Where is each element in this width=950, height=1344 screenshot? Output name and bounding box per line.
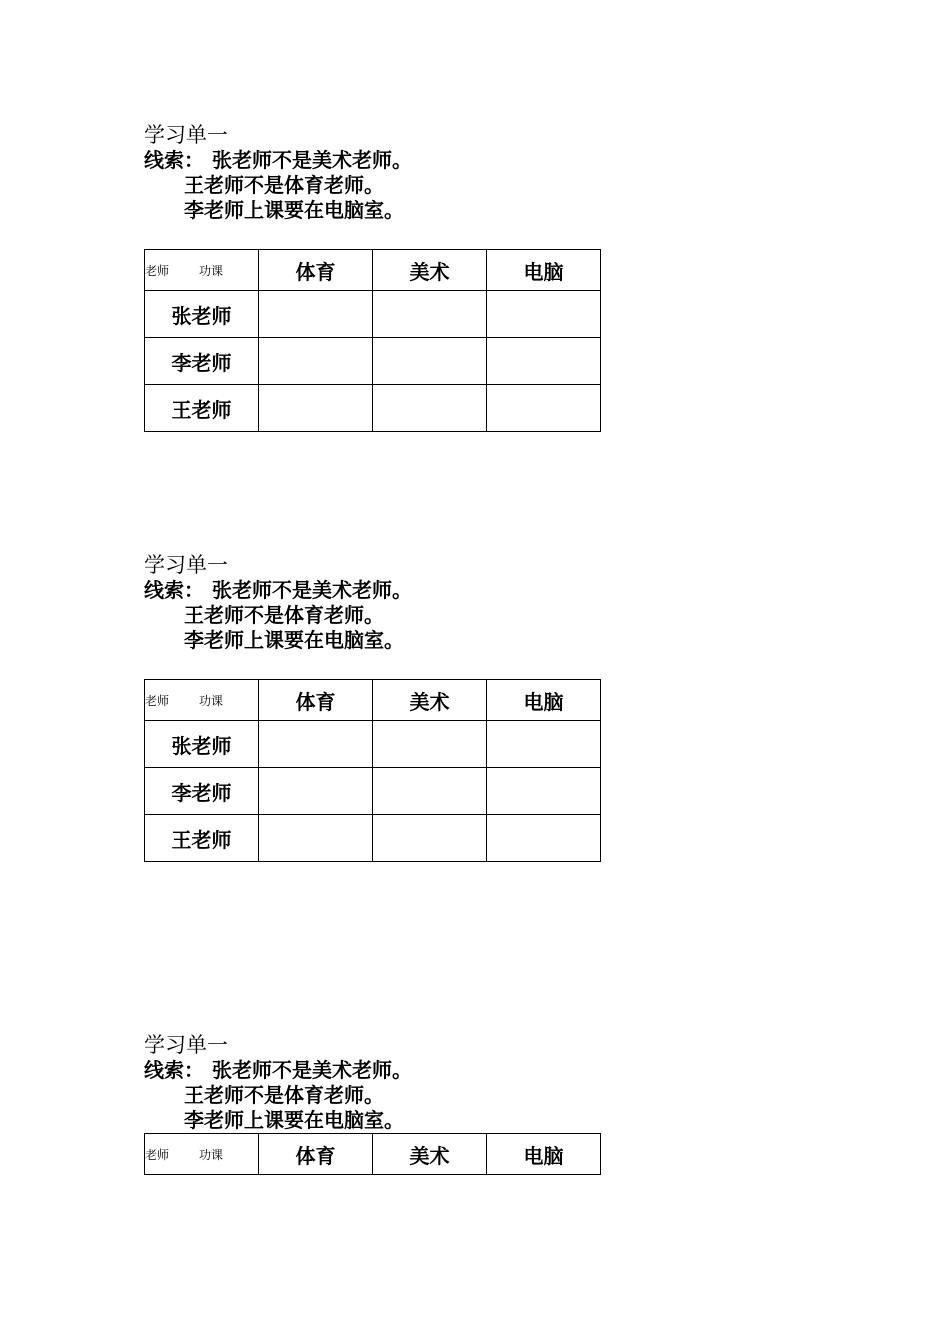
grid-header-row (145, 1134, 601, 1175)
answer-cell[interactable] (373, 768, 487, 815)
corner-label-teacher: 老师 (145, 1147, 170, 1162)
answer-cell[interactable] (259, 768, 373, 815)
clue-label: 线索： (144, 148, 204, 172)
clue-line-2 (144, 603, 604, 628)
answer-cell[interactable] (487, 721, 601, 768)
answer-cell[interactable] (487, 385, 601, 432)
answer-cell[interactable] (487, 768, 601, 815)
grid-corner-cell (145, 1134, 259, 1175)
clue-text: 张老师不是美术老师。 (212, 578, 412, 602)
clue-text: 王老师不是体育老师。 (184, 1083, 384, 1107)
grid-row (145, 291, 601, 338)
column-header: 电脑 (487, 1134, 601, 1175)
column-header: 美术 (373, 250, 487, 291)
column-header: 体育 (259, 250, 373, 291)
answer-cell[interactable] (259, 721, 373, 768)
column-header: 体育 (259, 1134, 373, 1175)
clue-text: 张老师不是美术老师。 (212, 1058, 412, 1082)
grid-row (145, 768, 601, 815)
answer-cell[interactable] (259, 291, 373, 338)
logic-grid (144, 249, 601, 432)
column-header: 电脑 (487, 250, 601, 291)
clue-text: 李老师上课要在电脑室。 (184, 198, 404, 222)
clue-label: 线索： (144, 578, 204, 602)
answer-cell[interactable] (373, 385, 487, 432)
grid-row (145, 815, 601, 862)
grid-corner-cell (145, 680, 259, 721)
answer-cell[interactable] (487, 291, 601, 338)
row-header: 李老师 (145, 338, 259, 385)
clue-text: 王老师不是体育老师。 (184, 173, 384, 197)
answer-cell[interactable] (373, 338, 487, 385)
worksheet-1 (144, 123, 604, 422)
column-header: 体育 (259, 680, 373, 721)
grid-corner-cell (145, 250, 259, 291)
answer-cell[interactable] (373, 721, 487, 768)
corner-label-subject: 功课 (199, 1147, 224, 1162)
clue-text: 李老师上课要在电脑室。 (184, 1108, 404, 1132)
clue-line-2 (144, 173, 604, 198)
grid-header-row (145, 250, 601, 291)
corner-label-subject: 功课 (199, 693, 224, 708)
worksheet-title: 学习单一 (144, 123, 228, 147)
column-header: 电脑 (487, 680, 601, 721)
row-header: 张老师 (145, 721, 259, 768)
clue-text: 张老师不是美术老师。 (212, 148, 412, 172)
clue-line-3 (144, 628, 604, 653)
answer-cell[interactable] (373, 291, 487, 338)
clue-line-1 (144, 1058, 604, 1083)
row-header: 李老师 (145, 768, 259, 815)
clue-text: 李老师上课要在电脑室。 (184, 628, 404, 652)
answer-cell[interactable] (259, 338, 373, 385)
logic-grid (144, 679, 601, 862)
column-header: 美术 (373, 680, 487, 721)
row-header: 张老师 (145, 291, 259, 338)
corner-label-teacher: 老师 (145, 263, 170, 278)
worksheet-title: 学习单一 (144, 553, 228, 577)
column-header: 美术 (373, 1134, 487, 1175)
clue-line-1 (144, 578, 604, 603)
row-header: 王老师 (145, 815, 259, 862)
row-header: 王老师 (145, 385, 259, 432)
answer-cell[interactable] (373, 815, 487, 862)
clue-line-2 (144, 1083, 604, 1108)
corner-label-teacher: 老师 (145, 693, 170, 708)
clue-text: 王老师不是体育老师。 (184, 603, 384, 627)
answer-cell[interactable] (259, 385, 373, 432)
answer-cell[interactable] (487, 815, 601, 862)
clue-label: 线索： (144, 1058, 204, 1082)
clue-line-3 (144, 198, 604, 223)
grid-header-row (145, 680, 601, 721)
grid-row (145, 338, 601, 385)
answer-cell[interactable] (487, 338, 601, 385)
logic-grid (144, 1133, 601, 1175)
grid-row (145, 721, 601, 768)
worksheet-3 (144, 1033, 604, 1168)
clue-line-1 (144, 148, 604, 173)
answer-cell[interactable] (259, 815, 373, 862)
corner-label-subject: 功课 (199, 263, 224, 278)
worksheet-2 (144, 553, 604, 852)
clue-line-3 (144, 1108, 604, 1133)
worksheet-title: 学习单一 (144, 1033, 228, 1057)
grid-row (145, 385, 601, 432)
